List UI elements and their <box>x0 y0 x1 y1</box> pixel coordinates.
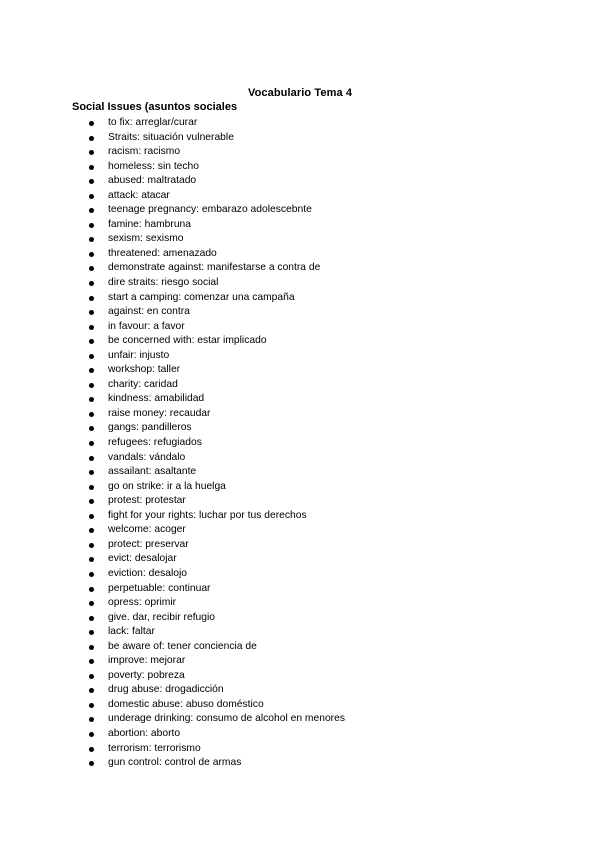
bullet-icon <box>89 237 94 242</box>
bullet-icon <box>89 150 94 155</box>
vocab-entry: be aware of: tener conciencia de <box>108 640 257 652</box>
vocab-entry: attack: atacar <box>108 189 170 201</box>
vocab-entry: in favour: a favor <box>108 320 185 332</box>
bullet-icon <box>89 441 94 446</box>
vocab-entry: unfair: injusto <box>108 349 170 361</box>
bullet-icon <box>89 281 94 286</box>
vocab-entry: abused: maltratado <box>108 175 197 187</box>
vocab-entry: perpetuable: continuar <box>108 582 211 594</box>
vocab-entry: raise money: recaudar <box>108 407 211 419</box>
bullet-icon <box>89 426 94 431</box>
bullet-icon <box>89 194 94 199</box>
bullet-icon <box>89 528 94 533</box>
bullet-icon <box>89 557 94 562</box>
bullet-icon <box>89 761 94 766</box>
vocab-entry: give. dar, recibir refugio <box>108 611 216 623</box>
bullet-icon <box>89 368 94 373</box>
bullet-icon <box>89 252 94 257</box>
vocab-entry: gangs: pandilleros <box>108 422 192 434</box>
vocab-entry: threatened: amenazado <box>108 247 217 259</box>
vocab-entry: go on strike: ir a la huelga <box>108 480 226 492</box>
bullet-icon <box>89 630 94 635</box>
vocab-entry: abortion: aborto <box>108 727 181 739</box>
vocab-entry: sexism: sexismo <box>108 233 184 245</box>
bullet-icon <box>89 208 94 213</box>
vocab-entry: against: en contra <box>108 306 190 318</box>
vocab-entry: racism: racismo <box>108 146 181 158</box>
vocab-entry: protest: protestar <box>108 495 186 507</box>
vocab-entry: protect: preservar <box>108 538 189 550</box>
vocab-entry: teenage pregnancy: embarazo adolescebnte <box>108 204 312 216</box>
bullet-icon <box>89 325 94 330</box>
vocab-entry: charity: caridad <box>108 378 178 390</box>
vocab-entry: Straits: situación vulnerable <box>108 131 234 143</box>
vocab-entry: famine: hambruna <box>108 218 191 230</box>
vocab-entry: vandals: vándalo <box>108 451 186 463</box>
bullet-icon <box>89 747 94 752</box>
vocab-entry: terrorism: terrorismo <box>108 742 201 754</box>
vocab-entry: refugees: refugiados <box>108 437 202 449</box>
vocab-entry: underage drinking: consumo de alcohol en menores <box>108 713 345 725</box>
bullet-icon <box>89 136 94 141</box>
bullet-icon <box>89 645 94 650</box>
bullet-icon <box>89 354 94 359</box>
vocab-entry: assailant: asaltante <box>108 466 197 478</box>
bullet-icon <box>89 732 94 737</box>
bullet-icon <box>89 499 94 504</box>
vocab-entry: welcome: acoger <box>108 524 186 536</box>
vocab-entry: start a camping: comenzar una campaña <box>108 291 295 303</box>
vocab-entry: to fix: arreglar/curar <box>108 117 198 128</box>
bullet-icon <box>89 165 94 170</box>
bullet-icon <box>89 616 94 621</box>
bullet-icon <box>89 339 94 344</box>
bullet-icon <box>89 688 94 693</box>
bullet-icon <box>89 223 94 228</box>
vocab-entry: workshop: taller <box>108 364 181 376</box>
vocab-entry: domestic abuse: abuso doméstico <box>108 698 264 710</box>
bullet-icon <box>89 179 94 184</box>
bullet-icon <box>89 266 94 271</box>
bullet-icon <box>89 121 94 126</box>
bullet-icon <box>89 543 94 548</box>
vocab-entry: kindness: amabilidad <box>108 393 205 405</box>
vocab-entry: eviction: desalojo <box>108 567 187 579</box>
bullet-icon <box>89 514 94 519</box>
bullet-icon <box>89 296 94 301</box>
vocab-entry: demonstrate against: manifestarse a contra de <box>108 262 321 274</box>
bullet-icon <box>89 310 94 315</box>
vocab-entry: be concerned with: estar implicado <box>108 335 267 347</box>
vocab-entry: poverty: pobreza <box>108 669 185 681</box>
bullet-icon <box>89 412 94 417</box>
bullet-icon <box>89 572 94 577</box>
vocab-entry: fight for your rights: luchar por tus derechos <box>108 509 307 521</box>
vocab-entry: gun control: control de armas <box>108 757 242 769</box>
vocab-entry: lack: faltar <box>108 626 155 638</box>
bullet-icon <box>89 601 94 606</box>
bullet-icon <box>89 383 94 388</box>
page-title <box>0 86 600 100</box>
page-title-text: Vocabulario Tema 4 <box>247 87 353 99</box>
bullet-icon <box>89 587 94 592</box>
vocab-entry: opress: oprimir <box>108 597 177 609</box>
bullet-icon <box>89 703 94 708</box>
section-heading: Social Issues (asuntos sociales <box>72 101 238 113</box>
bullet-icon <box>89 456 94 461</box>
vocab-entry: homeless: sin techo <box>108 160 200 172</box>
bullet-icon <box>89 717 94 722</box>
bullet-icon <box>89 674 94 679</box>
vocab-entry: evict: desalojar <box>108 553 177 565</box>
vocab-entry: dire straits: riesgo social <box>108 277 219 289</box>
bullet-icon <box>89 397 94 402</box>
vocab-entry: improve: mejorar <box>108 655 186 667</box>
vocab-entry: drug abuse: drogadicción <box>108 684 224 696</box>
bullet-icon <box>89 485 94 490</box>
bullet-icon <box>89 470 94 475</box>
bullet-icon <box>89 659 94 664</box>
